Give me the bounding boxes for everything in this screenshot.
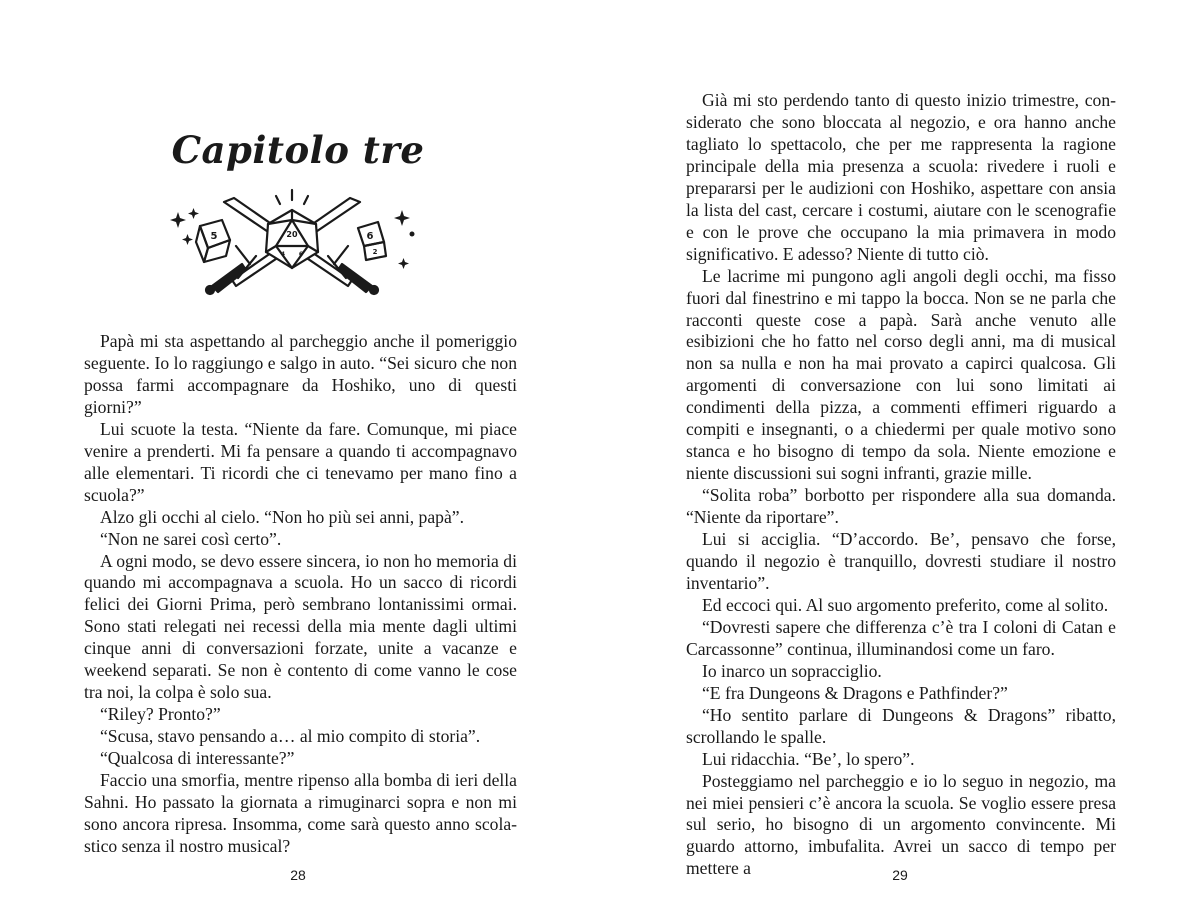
svg-text:4: 4 bbox=[280, 251, 286, 258]
paragraph: Papà mi sta aspettando al parcheggio anche il pomeriggio seguente. Io lo raggiungo e salgo in auto. “Sei sicuro che non possa farmi accompagnare da Hoshiko, uno di questi giorni?” bbox=[84, 331, 517, 417]
page-number: 29 bbox=[892, 867, 908, 883]
svg-text:2: 2 bbox=[372, 248, 378, 256]
paragraph: Lui scuote la testa. “Niente da fare. Comunque, mi piace venire a prenderti. Mi fa pensare a quando ti accompagnavo alle elementari. Ti ricordi che ci tenevamo per mano fino a scuola?” bbox=[84, 418, 517, 505]
svg-text:5: 5 bbox=[210, 231, 218, 242]
svg-text:20: 20 bbox=[286, 230, 298, 239]
paragraph: Posteggiamo nel parcheggio e io lo seguo in negozio, ma nei miei pensieri c’è ancora la scuola. Se voglio essere presa sul serio, ho bisogno di un argomento convincente. Mi guardo attorno, imbufalita. Avrei un sacco di tempo per mettere a bbox=[686, 770, 1116, 879]
paragraph: “E fra Dungeons & Dragons e Pathfinder?” bbox=[702, 682, 1008, 703]
paragraph: “Qualcosa di interessante?” bbox=[100, 748, 295, 769]
paragraph: Ed eccoci qui. Al suo argomento preferito, come al solito. bbox=[702, 594, 1109, 615]
paragraph: “Ho sentito parlare di Dungeons & Dragons” ribatto, scrollando le spalle. bbox=[686, 704, 1116, 747]
right-body-text bbox=[686, 90, 1116, 880]
chapter-title: Capitolo tre bbox=[171, 128, 425, 172]
paragraph: Già mi sto perdendo tanto di questo inizio trimestre, considerato che sono bloccata al negozio, e ora hanno anche tagliato lo spettacolo, che per me rappresenta la ragione principale della mia presenza a scuola: rivedere i ruoli e prepararsi per le audizioni con Hoshiko, aspettare con ansia la lista del cast, cercare i costumi, aiutare con le scenografie e con le prove che occupano la mia primavera in modo significativo. E adesso? Niente di tutto ciò. bbox=[686, 90, 1116, 264]
paragraph: Io inarco un sopracciglio. bbox=[702, 660, 882, 681]
paragraph: Lui si acciglia. “D’accordo. Be’, pensavo che forse, quando il negozio è tranquillo, dovresti studiare il nostro inventario”. bbox=[686, 529, 1116, 593]
paragraph: Alzo gli occhi al cielo. “Non ho più sei anni, papà”. bbox=[100, 506, 464, 527]
paragraph: “Riley? Pronto?” bbox=[100, 704, 221, 725]
paragraph: A ogni modo, se devo essere sincera, io non ho memoria di quando mi accompagnava a scuola. Ho un sacco di ricordi felici dei Giorni Prima, però sembrano lontanissimi ormai. Sono stati relegati nei recessi della mia mente dagli ultimi cinque anni di conversazioni forzate, unite a vacanze e weekend separati. Se non è contento di come vanno le cose tra noi, la colpa è solo sua. bbox=[84, 550, 517, 703]
crossed-swords-and-dice-icon bbox=[162, 182, 422, 300]
right-page bbox=[600, 0, 1200, 922]
paragraph: “Dovresti sapere che differenza c’è tra I coloni di Catan e Carcassonne” continua, illuminandosi come un faro. bbox=[686, 616, 1116, 659]
paragraph: Faccio una smorfia, mentre ripenso alla bomba di ieri della Sahni. Ho passato la giornata a rimuginarci sopra e non mi sono ancora ripresa. Insomma, come sarà questo anno scolastico senza il nostro musical? bbox=[84, 770, 517, 856]
paragraph: “Scusa, stavo pensando a… al mio compito di storia”. bbox=[100, 726, 481, 747]
paragraph: Lui ridacchia. “Be’, lo spero”. bbox=[702, 748, 915, 769]
page-number: 28 bbox=[290, 867, 306, 883]
paragraph: “Solita roba” borbotto per rispondere alla sua domanda. “Niente da riportare”. bbox=[686, 485, 1116, 528]
paragraph: “Non ne sarei così certo”. bbox=[100, 528, 282, 549]
svg-text:6: 6 bbox=[298, 251, 304, 258]
left-body-text bbox=[84, 331, 517, 858]
paragraph: Le lacrime mi pungono agli angoli degli occhi, ma fisso fuori dal finestrino e mi tappo la bocca. Non se ne parla che racconti queste cose a papà. Sarà anche venuto alle esibizioni che ho fatto nel corso degli anni, ma di musical non sa nulla e non ha mai provato a capirci qualcosa. Gli argomenti di conversazione con lui sono limitati ai condimenti della pizza, a commenti effimeri riguardo a compiti e insegnanti, o a chiedermi per quale motivo sono stanca e ho bisogno di tempo da sola. Niente emozione e niente discussioni sui sogni infranti, grazie mille. bbox=[686, 265, 1116, 484]
svg-text:6: 6 bbox=[366, 231, 374, 242]
